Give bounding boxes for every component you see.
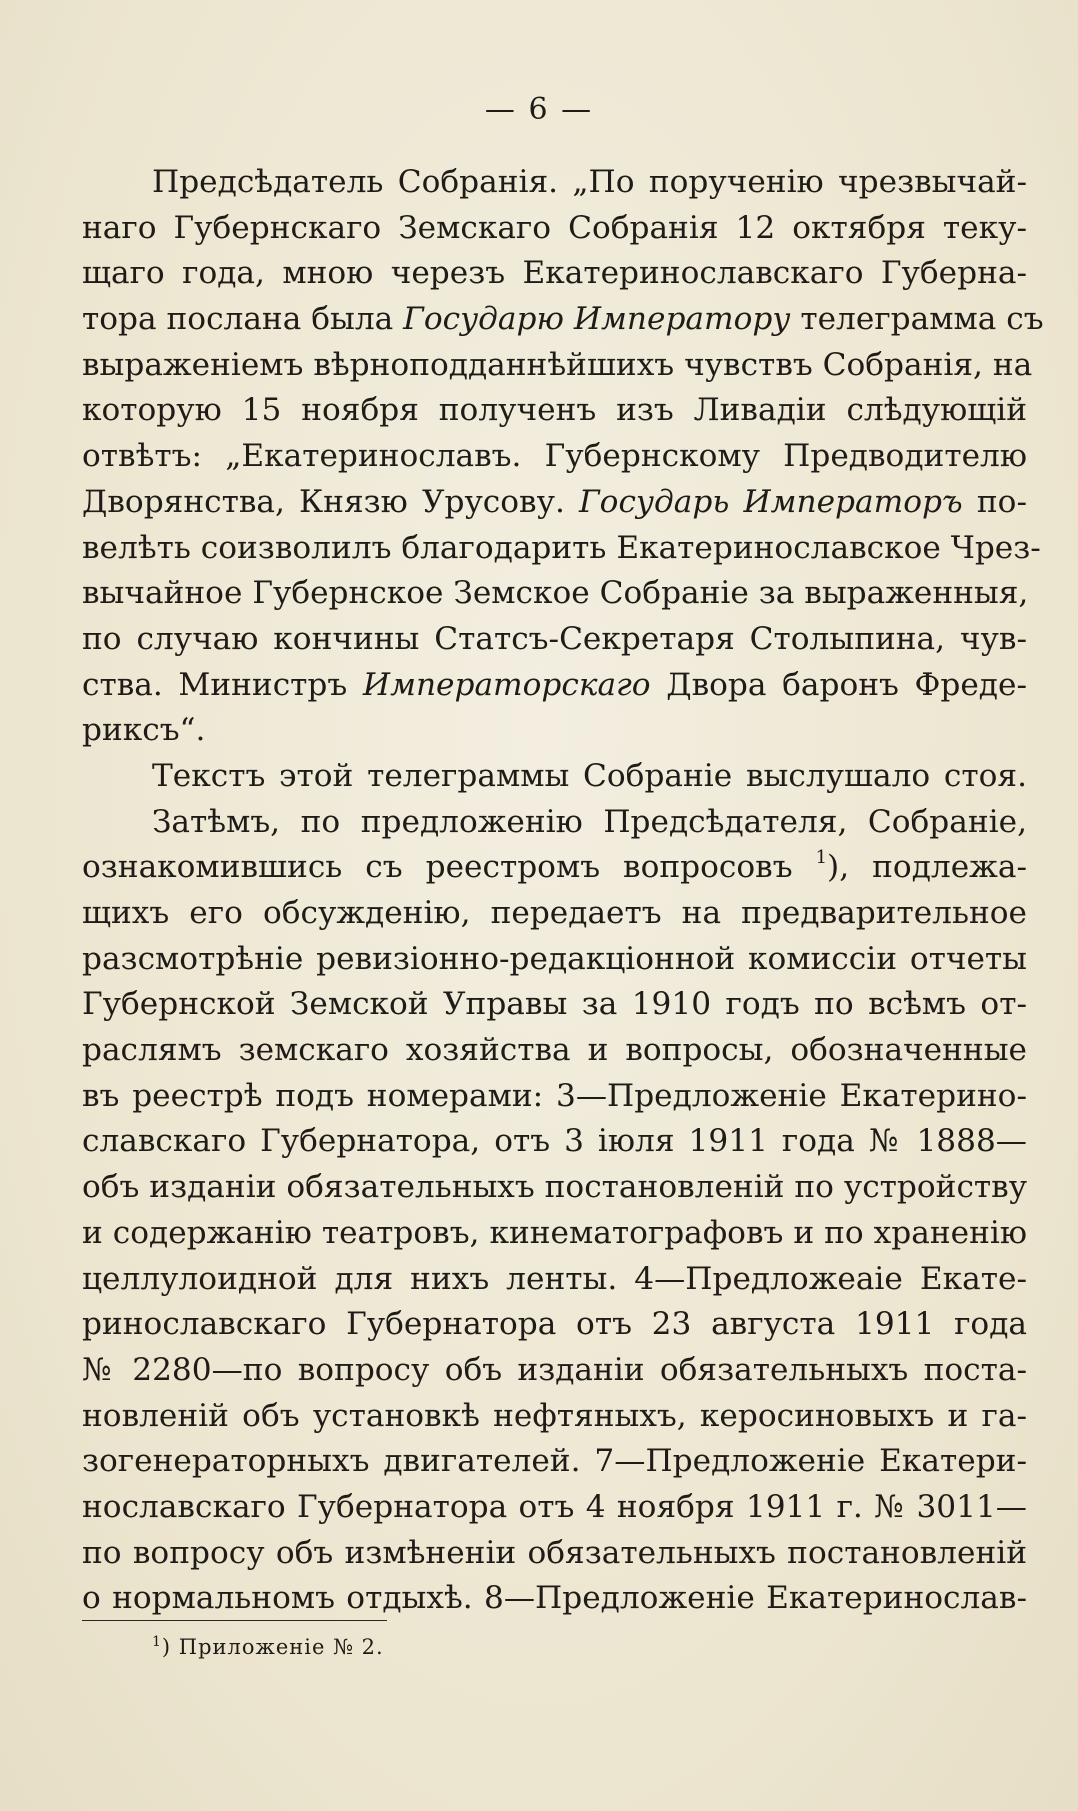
body-text: [82, 160, 1044, 1622]
text-fragment: по-: [976, 483, 1027, 520]
text-line: целлулоидной для нихъ ленты. 4—Предложеаіе Екате-: [82, 1260, 1027, 1297]
text-line: Текстъ этой телеграммы Собраніе выслушало стоя.: [152, 757, 1027, 794]
text-line: велѣть соизволилъ благодарить Екатеринославское Чрез-: [82, 529, 1041, 566]
footnote-reference: 1: [815, 847, 828, 869]
text-line: раслямъ земскаго хозяйства и вопросы, обозначенные: [82, 1032, 1027, 1069]
footnote-text: ) Приложеніе № 2.: [161, 1635, 384, 1659]
text-line: [82, 297, 1044, 343]
text-line: по вопросу объ измѣненіи обязательныхъ постановленій: [82, 1534, 1027, 1571]
text-fragment: тора послана была: [82, 301, 394, 338]
text-line: выраженіемъ вѣрноподданнѣйшихъ чувствъ Собранія, на: [82, 346, 1033, 383]
footnote-divider: [82, 1620, 387, 1621]
text-line: Затѣмъ, по предложенію Предсѣдателя, Собраніе,: [152, 803, 1027, 840]
text-line: щаго года, мною черезъ Екатеринославскаго Губерна-: [82, 255, 1027, 292]
page-number: — 6 —: [484, 92, 594, 127]
text-line: отвѣтъ: „Екатеринославъ. Губернскому Предводителю: [82, 438, 1027, 475]
text-fragment: ства. Министръ: [82, 666, 348, 703]
text-line: [82, 663, 1027, 709]
italic-emphasis: Государю Императору: [403, 301, 791, 338]
text-line: Предсѣдатель Собранія. „По порученію чрезвычай-: [152, 164, 1027, 200]
text-line: разсмотрѣніе ревизіонно-редакціонной комиссіи отчеты: [82, 940, 1027, 977]
text-line: риксъ“.: [82, 712, 206, 749]
text-line: по случаю кончины Статсъ-Секретаря Столыпина, чув-: [82, 620, 1027, 657]
text-fragment: ), подлежа-: [827, 849, 1027, 886]
text-line: щихъ его обсужденію, передаетъ на предварительное: [82, 895, 1027, 931]
text-line: въ реестрѣ подъ номерами: 3—Предложеніе Екатерино-: [82, 1077, 1027, 1114]
footnote: [152, 1634, 384, 1659]
text-line: нославскаго Губернатора отъ 4 ноября 1911 г. № 3011—: [82, 1488, 1027, 1525]
text-line: Губернской Земской Управы за 1910 годъ по всѣмъ от-: [82, 986, 1027, 1023]
text-line: вычайное Губернское Земское Собраніе за выраженныя,: [82, 575, 1029, 612]
text-line: зогенераторныхъ двигателей. 7—Предложеніе Екатери-: [82, 1443, 1027, 1480]
text-line: новленій объ установкѣ нефтяныхъ, керосиновыхъ и га-: [82, 1397, 1027, 1434]
italic-emphasis: Императорскаго: [362, 666, 651, 703]
text-line: и содержанію театровъ, кинематографовъ и по храненію: [82, 1214, 1027, 1251]
text-line: № 2280—по вопросу объ изданіи обязательныхъ поста-: [82, 1351, 1027, 1388]
text-line: [82, 845, 1027, 891]
text-fragment: телеграмма съ: [800, 301, 1044, 338]
text-line: ринославскаго Губернатора отъ 23 августа 1911 года: [82, 1306, 1027, 1343]
text-line: славскаго Губернатора, отъ 3 іюля 1911 года № 1888—: [82, 1123, 1027, 1160]
text-line: [82, 480, 1027, 526]
text-line: которую 15 ноября полученъ изъ Ливадіи слѣдующій: [82, 392, 1027, 429]
text-fragment: Двора баронъ Фреде-: [666, 666, 1027, 703]
text-line: о нормальномъ отдыхѣ. 8—Предложеніе Екатеринослав-: [82, 1580, 1027, 1617]
text-fragment: ознакомившись съ реестромъ вопросовъ: [82, 849, 793, 886]
footnote-marker: 1: [152, 1634, 162, 1650]
text-line: объ изданіи обязательныхъ постановленій по устройству: [82, 1169, 1028, 1206]
text-fragment: Дворянства, Князю Урусову.: [82, 483, 565, 520]
italic-emphasis: Государь Императоръ: [579, 483, 963, 520]
text-line: наго Губернскаго Земскаго Собранія 12 октября теку-: [82, 209, 1027, 246]
